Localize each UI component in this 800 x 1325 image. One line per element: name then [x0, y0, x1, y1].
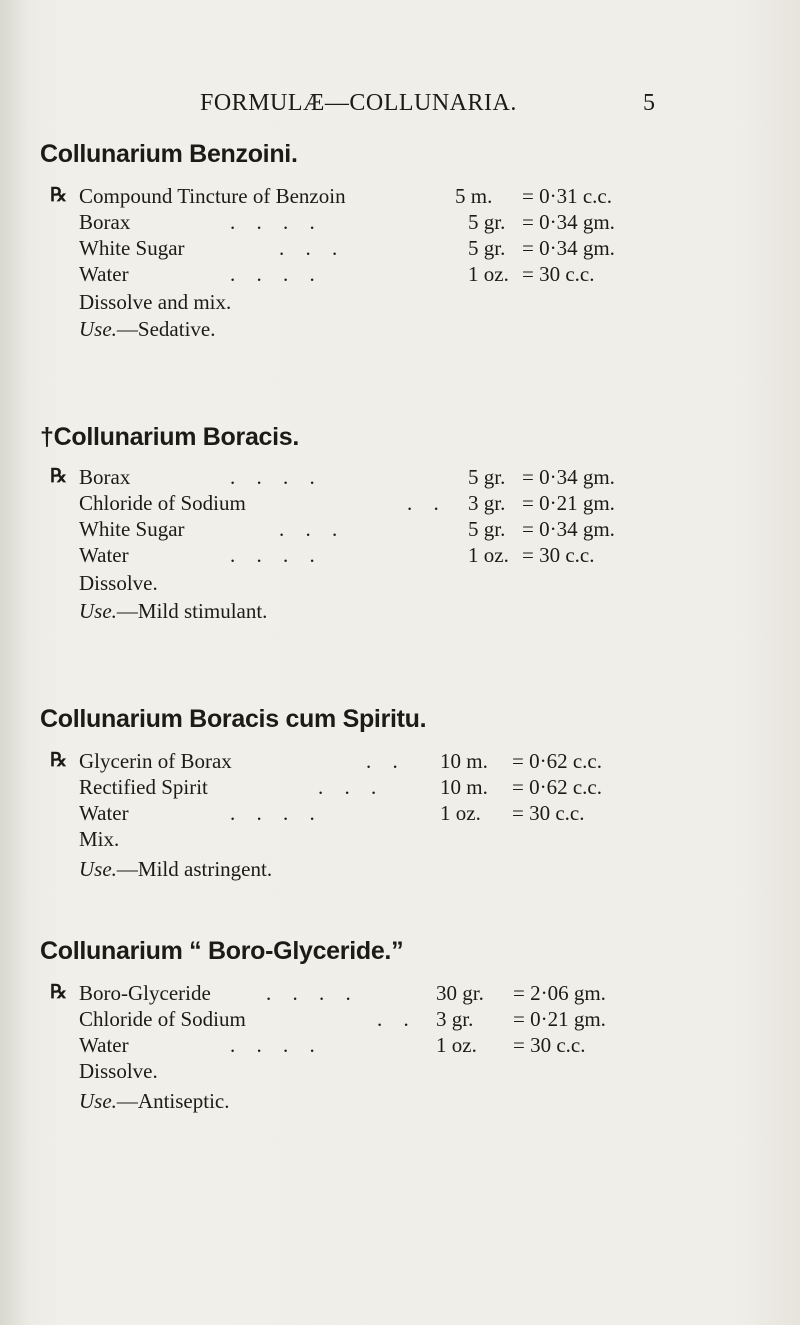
use-text: —Mild astringent. — [116, 857, 273, 881]
use-note — [79, 599, 267, 624]
leader-dots: . . . . — [230, 262, 315, 286]
formula-heading: Collunarium “ Boro-Glyceride.” — [40, 937, 404, 965]
ingredient-name: Water — [79, 262, 129, 286]
ingredient-row — [0, 801, 800, 827]
use-label: Use. — [79, 1089, 117, 1113]
direction-text: Dissolve. — [79, 1059, 158, 1083]
ingredient-row — [0, 981, 800, 1007]
ingredient-row — [0, 184, 800, 210]
ingredient-row — [0, 262, 800, 288]
leader-dots: . . . — [318, 775, 377, 799]
leader-dots: . . . . — [230, 543, 315, 567]
metric-equivalent: = 0·34 gm. — [522, 517, 615, 541]
direction-text: Mix. — [79, 827, 120, 851]
leader-dots: . . . . — [230, 465, 315, 489]
ingredient-quantity: 30 gr. — [436, 981, 484, 1005]
metric-equivalent: = 30 c.c. — [512, 801, 585, 825]
ingredient-name: Water — [79, 801, 129, 825]
metric-equivalent: = 0·21 gm. — [522, 491, 615, 515]
ingredient-name: White Sugar — [79, 517, 185, 541]
direction-text: Dissolve and mix. — [79, 290, 232, 314]
ingredient-name: Rectified Spirit — [79, 775, 208, 799]
leader-dots: . . — [366, 749, 398, 773]
ingredient-row — [0, 465, 800, 491]
ingredient-name: Chloride of Sodium — [79, 491, 246, 515]
running-head — [0, 90, 800, 120]
leader-dots: . . . — [279, 517, 338, 541]
ingredient-name: White Sugar — [79, 236, 185, 260]
metric-equivalent: = 30 c.c. — [522, 262, 595, 286]
direction-text: Dissolve. — [79, 571, 158, 595]
recipe-symbol: ℞ — [50, 982, 68, 1003]
formula-heading: Collunarium Benzoini. — [40, 140, 298, 168]
ingredient-quantity: 5 gr. — [468, 210, 506, 234]
ingredient-name: Water — [79, 1033, 129, 1057]
use-text: —Sedative. — [116, 317, 216, 341]
ingredient-name: Water — [79, 543, 129, 567]
metric-equivalent: = 0·21 gm. — [513, 1007, 606, 1031]
page-number: 5 — [643, 90, 655, 116]
ingredient-row — [0, 775, 800, 801]
ingredient-quantity: 5 gr. — [468, 465, 506, 489]
recipe-symbol: ℞ — [50, 185, 68, 206]
metric-equivalent: = 0·34 gm. — [522, 465, 615, 489]
ingredient-quantity: 5 gr. — [468, 236, 506, 260]
ingredient-quantity: 3 gr. — [436, 1007, 474, 1031]
use-note — [79, 1089, 230, 1114]
ingredient-row — [0, 1033, 800, 1059]
ingredient-quantity: 10 m. — [440, 775, 488, 799]
ingredient-quantity: 1 oz. — [440, 801, 481, 825]
use-text: —Antiseptic. — [116, 1089, 230, 1113]
ingredient-name: Compound Tincture of Benzoin — [79, 184, 346, 208]
ingredient-quantity: 5 m. — [455, 184, 493, 208]
ingredient-row — [0, 543, 800, 569]
metric-equivalent: = 0·62 c.c. — [512, 749, 602, 773]
leader-dots: . . . . — [266, 981, 351, 1005]
metric-equivalent: = 0·62 c.c. — [512, 775, 602, 799]
ingredient-quantity: 1 oz. — [468, 262, 509, 286]
ingredient-name: Glycerin of Borax — [79, 749, 232, 773]
use-label: Use. — [79, 599, 117, 623]
leader-dots: . . . . — [230, 210, 315, 234]
leader-dots: . . — [377, 1007, 409, 1031]
metric-equivalent: = 30 c.c. — [522, 543, 595, 567]
ingredient-quantity: 5 gr. — [468, 517, 506, 541]
ingredient-name: Borax — [79, 465, 131, 489]
use-text: —Mild stimulant. — [116, 599, 268, 623]
running-title: FORMULÆ—COLLUNARIA. — [200, 90, 517, 116]
metric-equivalent: = 0·34 gm. — [522, 210, 615, 234]
ingredient-name: Boro-Glyceride — [79, 981, 211, 1005]
ingredient-name: Chloride of Sodium — [79, 1007, 246, 1031]
leader-dots: . . . — [279, 236, 338, 260]
ingredient-quantity: 1 oz. — [468, 543, 509, 567]
leader-dots: . . . . — [230, 1033, 315, 1057]
ingredient-name: Borax — [79, 210, 131, 234]
recipe-symbol: ℞ — [50, 466, 68, 487]
use-note — [79, 857, 272, 882]
ingredient-quantity: 1 oz. — [436, 1033, 477, 1057]
leader-dots: . . . . — [230, 801, 315, 825]
use-label: Use. — [79, 857, 117, 881]
metric-equivalent: = 30 c.c. — [513, 1033, 586, 1057]
formula-heading: †Collunarium Boracis. — [40, 423, 300, 451]
ingredient-quantity: 10 m. — [440, 749, 488, 773]
leader-dots: . . — [407, 491, 439, 515]
ingredient-row — [0, 1007, 800, 1033]
ingredient-row — [0, 236, 800, 262]
metric-equivalent: = 0·31 c.c. — [522, 184, 612, 208]
ingredient-row — [0, 749, 800, 775]
use-label: Use. — [79, 317, 117, 341]
ingredient-row — [0, 491, 800, 517]
recipe-symbol: ℞ — [50, 750, 68, 771]
ingredient-row — [0, 210, 800, 236]
metric-equivalent: = 0·34 gm. — [522, 236, 615, 260]
ingredient-quantity: 3 gr. — [468, 491, 506, 515]
ingredient-row — [0, 517, 800, 543]
formula-heading: Collunarium Boracis cum Spiritu. — [40, 705, 427, 733]
metric-equivalent: = 2·06 gm. — [513, 981, 606, 1005]
use-note — [79, 317, 215, 342]
